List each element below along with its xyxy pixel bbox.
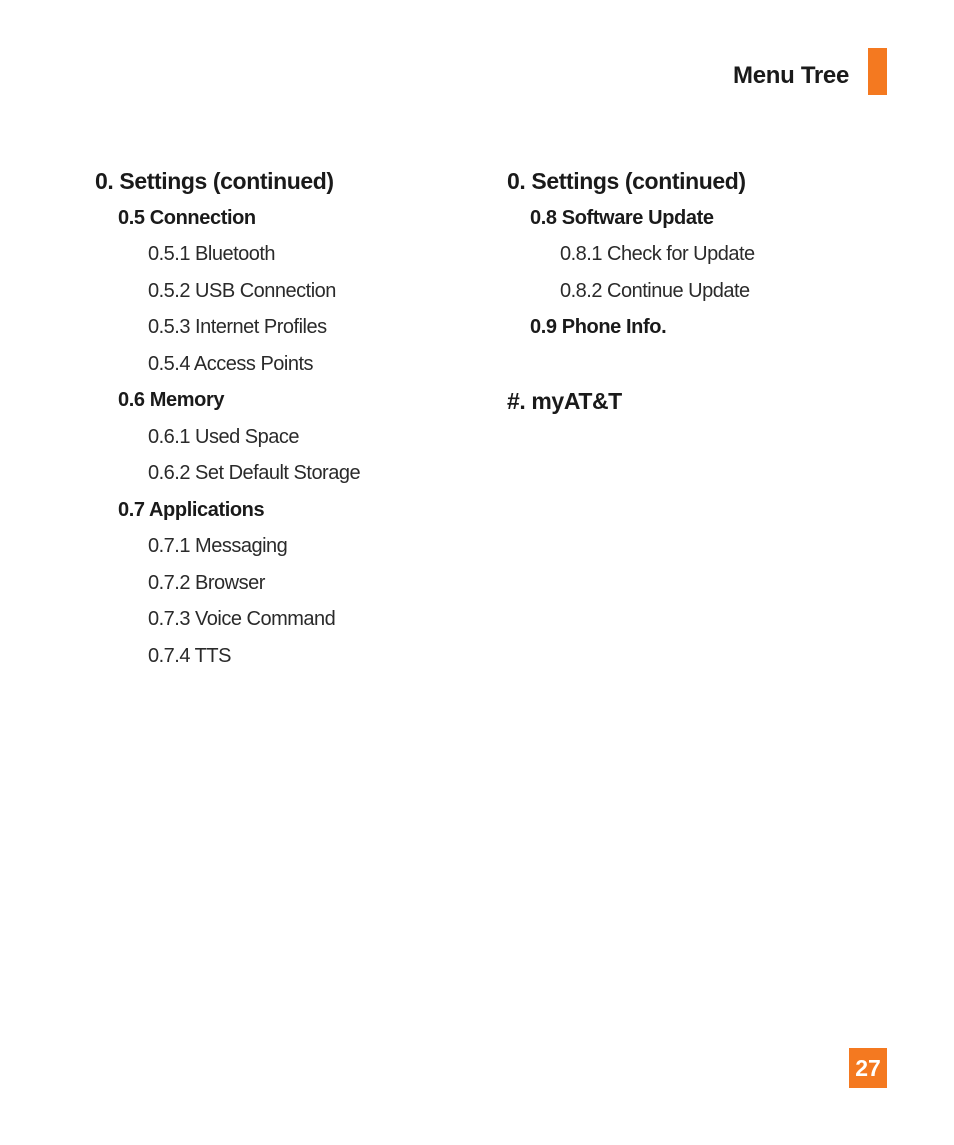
menu-item: 0.5.4 Access Points	[148, 353, 314, 375]
menu-item: 0.8.2 Continue Update	[560, 280, 750, 302]
group-title-software-update: 0.8 Software Update	[530, 207, 714, 229]
section-title: 0. Settings (continued)	[507, 168, 746, 194]
section-title-myatt: #. myAT&T	[507, 388, 622, 414]
menu-item: 0.5.3 Internet Profiles	[148, 316, 327, 338]
menu-item: 0.6.1 Used Space	[148, 426, 299, 448]
menu-item: 0.5.2 USB Connection	[148, 280, 336, 302]
page-number: 27	[849, 1048, 887, 1088]
group-title-connection: 0.5 Connection	[118, 207, 256, 229]
group-title-memory: 0.6 Memory	[118, 389, 225, 411]
group-title-applications: 0.7 Applications	[118, 499, 265, 521]
group-title-phone-info: 0.9 Phone Info.	[530, 316, 667, 338]
menu-item: 0.8.1 Check for Update	[560, 243, 755, 265]
page-title: Menu Tree	[733, 62, 849, 89]
menu-item: 0.7.4 TTS	[148, 645, 231, 667]
menu-item: 0.5.1 Bluetooth	[148, 243, 276, 265]
section-title: 0. Settings (continued)	[95, 168, 334, 194]
header-accent-bar	[868, 48, 887, 95]
menu-item: 0.7.3 Voice Command	[148, 608, 336, 630]
menu-item: 0.7.1 Messaging	[148, 535, 288, 557]
menu-item: 0.6.2 Set Default Storage	[148, 462, 361, 484]
menu-item: 0.7.2 Browser	[148, 572, 265, 594]
